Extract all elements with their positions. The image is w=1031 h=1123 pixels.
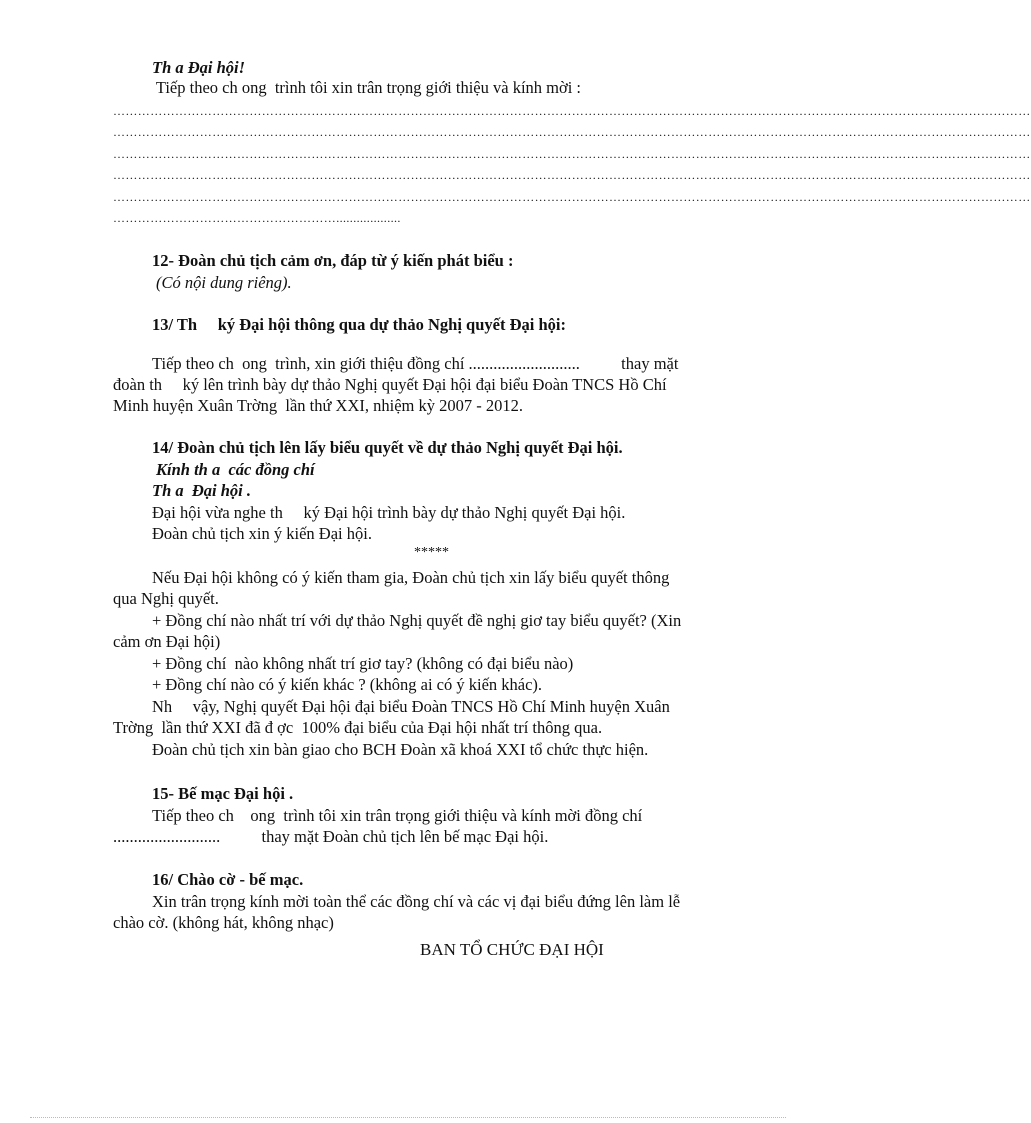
section-16-heading: 16/ Chào cờ - bế mạc. [152,870,304,889]
paragraph-line: Tiếp theo ch ong trình tôi xin trân trọng giới thiệu và kính mời đồng chí [152,806,643,825]
paragraph-line: đoàn th ký lên trình bày dự thảo Nghị quyết Đại hội đại biểu Đoàn TNCS Hồ Chí [113,375,667,394]
section-12-note: (Có nội dung riêng). [156,273,292,292]
page-bottom-border [30,1117,786,1118]
blank-dotted-line: …………………………………………………………………………………………………………………………………………………………………………………………………… [113,168,1031,182]
paragraph-line: + Đồng chí nào không nhất trí giơ tay? (không có đại biểu nào) [152,654,574,673]
paragraph-line: cảm ơn Đại hội) [113,632,221,651]
paragraph-line: Tiếp theo ch ong trình, xin giới thiệu đồng chí ........................... thay mặt [152,354,679,373]
paragraph-line: + Đồng chí nào nhất trí với dự thảo Nghị quyết đề nghị giơ tay biểu quyết? (Xin [152,611,682,630]
separator-stars: ***** [414,545,449,560]
paragraph-line: qua Nghị quyết. [113,589,219,608]
blank-dotted-line: ………………………………………………................... [113,211,401,225]
paragraph-line: Nh vậy, Nghị quyết Đại hội đại biểu Đoàn TNCS Hồ Chí Minh huyện Xuân [152,697,670,716]
section-12-heading: 12- Đoàn chủ tịch cảm ơn, đáp từ ý kiến phát biểu : [152,251,514,270]
greeting-congress: Th a Đại hội . [152,481,252,500]
signature-organizing-committee: BAN TỔ CHỨC ĐẠI HỘI [420,940,604,959]
blank-dotted-line: …………………………………………………………………………………………………………………………………………………………………………………………………… [113,190,1031,204]
paragraph-line: .......................... thay mặt Đoàn chủ tịch lên bế mạc Đại hội. [113,827,549,846]
paragraph-line: Đoàn chủ tịch xin bàn giao cho BCH Đoàn xã khoá XXI tổ chức thực hiện. [152,740,649,759]
paragraph-line: Xin trân trọng kính mời toàn thể các đồng chí và các vị đại biểu đứng lên làm lễ [152,892,681,911]
intro-line: Tiếp theo ch ong trình tôi xin trân trọng giới thiệu và kính mời : [152,78,582,97]
greeting-congress: Th a Đại hội! [152,58,246,77]
paragraph-line: chào cờ. (không hát, không nhạc) [113,913,334,932]
blank-dotted-line: …………………………………………………………………………………………………………………………………………………………………………………………………… [113,104,1031,118]
paragraph-line: Trờng lần thứ XXI đã đ ợc 100% đại biểu của Đại hội nhất trí thông qua. [113,718,603,737]
paragraph-line: Đoàn chủ tịch xin ý kiến Đại hội. [152,524,372,543]
paragraph-line: Minh huyện Xuân Trờng lần thứ XXI, nhiệm kỳ 2007 - 2012. [113,396,523,415]
greeting-comrades: Kính th a các đồng chí [156,460,315,479]
paragraph-line: + Đồng chí nào có ý kiến khác ? (không ai có ý kiến khác). [152,675,543,694]
section-13-heading: 13/ Th ký Đại hội thông qua dự thảo Nghị quyết Đại hội: [152,315,566,334]
blank-dotted-line: …………………………………………………………………………………………………………………………………………………………………………………………………… [113,125,1031,139]
section-15-heading: 15- Bế mạc Đại hội . [152,784,294,803]
blank-dotted-line: …………………………………………………………………………………………………………………………………………………………………………………………………… [113,147,1031,161]
paragraph-line: Đại hội vừa nghe th ký Đại hội trình bày dự thảo Nghị quyết Đại hội. [152,503,626,522]
paragraph-line: Nếu Đại hội không có ý kiến tham gia, Đoàn chủ tịch xin lấy biểu quyết thông [152,568,670,587]
section-14-heading: 14/ Đoàn chủ tịch lên lấy biểu quyết về dự thảo Nghị quyết Đại hội. [152,438,623,457]
